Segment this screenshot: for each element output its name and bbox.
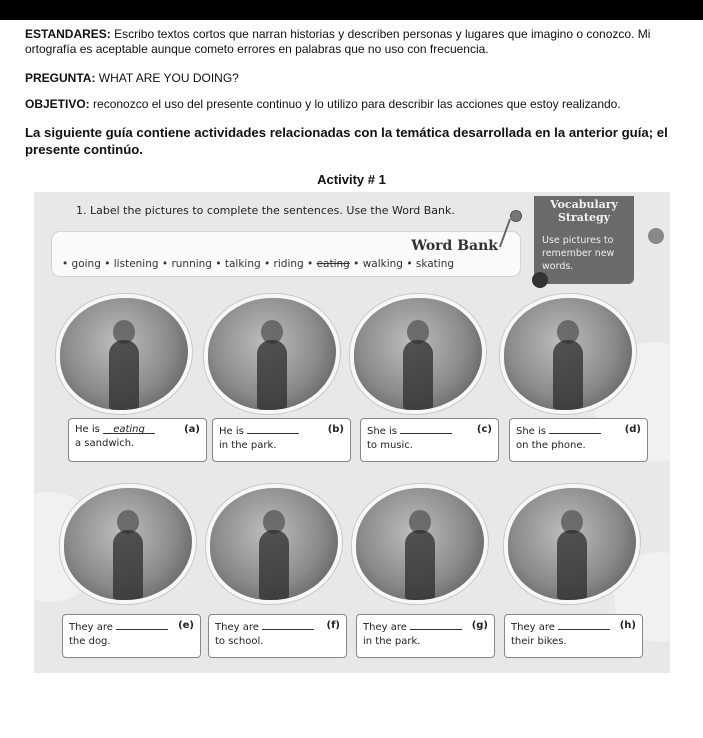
word-bank-title: Word Bank xyxy=(411,238,498,254)
photo-skating xyxy=(356,488,484,600)
photo-going-school xyxy=(210,488,338,600)
vocabulary-text: Use pictures to remember new words. xyxy=(542,235,615,272)
word-crossed: eating xyxy=(316,258,350,270)
answer-blank[interactable] xyxy=(558,619,610,630)
photo-girl-listening xyxy=(354,298,482,410)
word: walking xyxy=(362,258,403,270)
pin-icon xyxy=(510,210,522,222)
pregunta-line xyxy=(25,71,685,86)
caption-h: They are (h) their bikes. xyxy=(504,614,643,658)
vocabulary-strategy-box xyxy=(534,196,634,284)
answer-blank[interactable] xyxy=(549,423,601,434)
word: skating xyxy=(415,258,455,270)
answer-blank[interactable] xyxy=(247,423,299,434)
caption-c: She is (c) to music. xyxy=(360,418,499,462)
objetivo-text: reconozco el uso del presente continuo y lo utilizo para describir las acciones que estoy realizando. xyxy=(93,97,621,111)
worksheet xyxy=(34,192,670,673)
objetivo-line xyxy=(25,97,685,112)
photo-man-running xyxy=(208,298,336,410)
objetivo-label: OBJETIVO: xyxy=(25,97,90,111)
decor-dot xyxy=(532,272,548,288)
word: riding xyxy=(273,258,304,270)
estandares-text: Escribo textos cortos que narran historias y describen personas y lugares que imagino o conozco. Mi ortografía es aceptable aunque cometo errores en palabras que no uso con frecuencia. xyxy=(25,27,651,56)
word: listening xyxy=(113,258,159,270)
answer-blank[interactable] xyxy=(400,423,452,434)
caption-e: They are (e) the dog. xyxy=(62,614,201,658)
pregunta-text: WHAT ARE YOU DOING? xyxy=(98,71,239,85)
top-bar xyxy=(0,0,703,20)
caption-g: They are (g) in the park. xyxy=(356,614,495,658)
word-bank xyxy=(52,232,520,276)
answer-blank[interactable] xyxy=(262,619,314,630)
instruction: 1. Label the pictures to complete the sentences. Use the Word Bank. xyxy=(76,204,455,217)
caption-f: They are (f) to school. xyxy=(208,614,347,658)
caption-b: He is (b) in the park. xyxy=(212,418,351,462)
photo-man-eating xyxy=(60,298,188,410)
answer-blank[interactable] xyxy=(410,619,462,630)
vocabulary-title: Vocabulary Strategy xyxy=(550,198,618,224)
word: going xyxy=(71,258,101,270)
word: running xyxy=(171,258,212,270)
intro-text: La siguiente guía contiene actividades relacionadas con la temática desarrollada en la anterior guía; el presente continúo. xyxy=(25,125,668,157)
answer-blank[interactable] xyxy=(116,619,168,630)
word: talking xyxy=(224,258,261,270)
estandares-label: ESTANDARES: xyxy=(25,27,111,41)
decor-dot xyxy=(648,228,664,244)
photo-walking-dog xyxy=(64,488,192,600)
caption-a: He is eating (a) a sandwich. xyxy=(68,418,207,462)
activity-title: Activity # 1 xyxy=(317,172,386,187)
answer-blank[interactable]: eating xyxy=(103,423,155,434)
estandares-line xyxy=(25,27,685,57)
caption-d: She is (d) on the phone. xyxy=(509,418,648,462)
word-bank-words: • going • listening • running • talking • riding • eating • walking • skating xyxy=(62,258,455,270)
pregunta-label: PREGUNTA: xyxy=(25,71,96,85)
